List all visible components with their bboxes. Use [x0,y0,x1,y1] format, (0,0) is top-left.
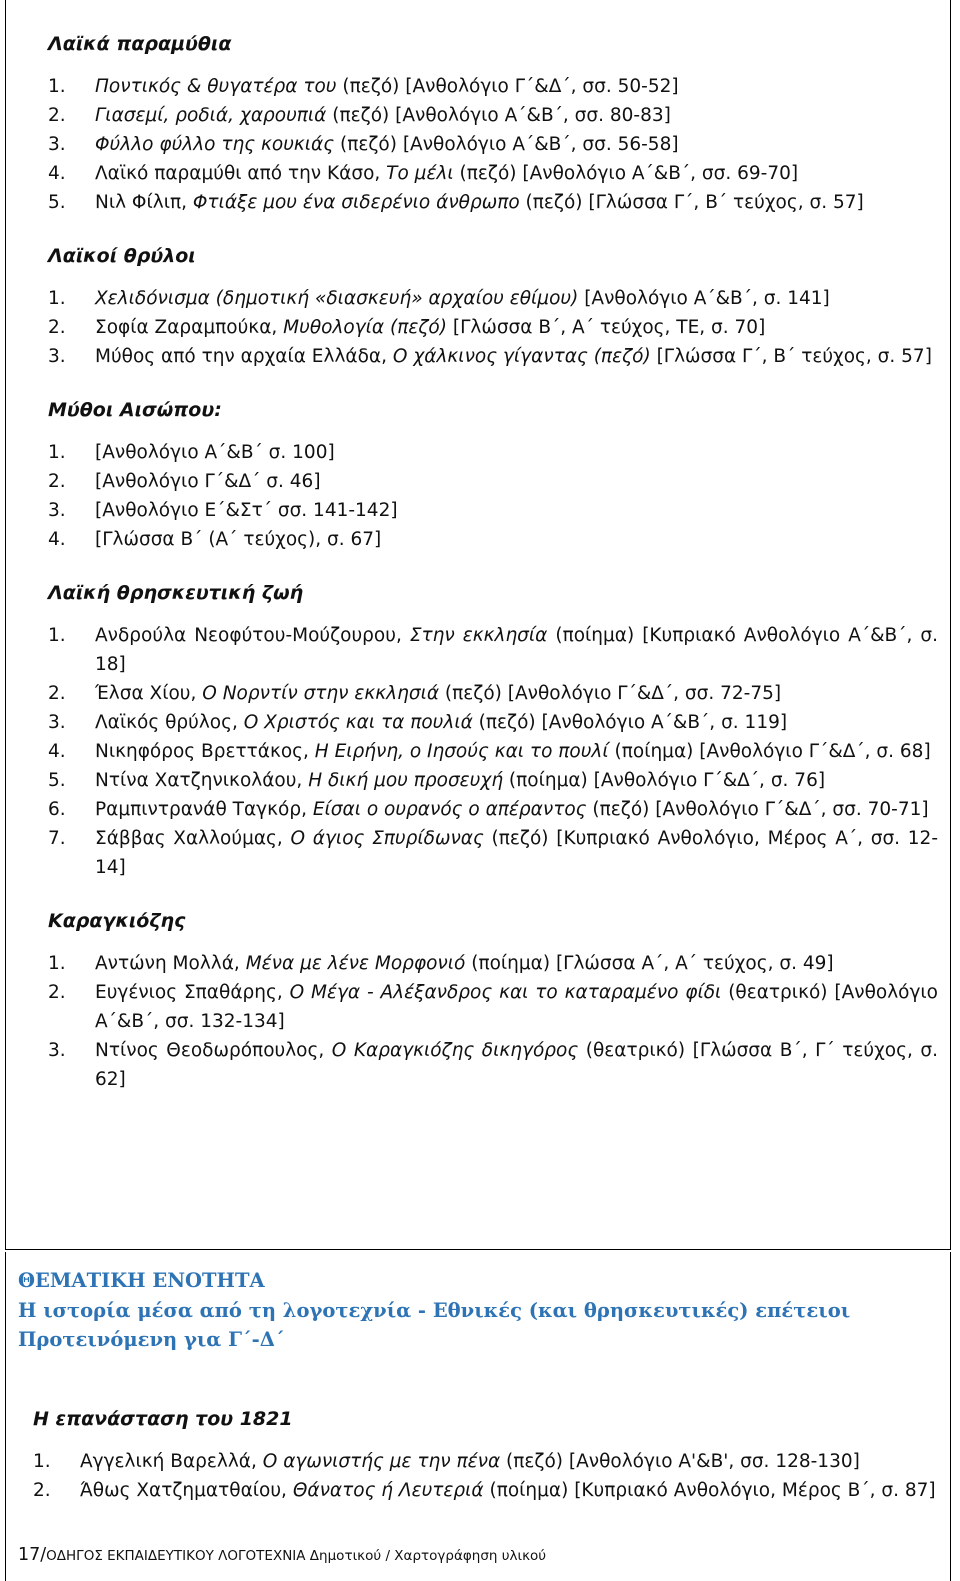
reading-list-top [48,30,938,1119]
item-text: (πεζό) [Γλώσσα Γ΄, Β΄ τεύχος, σ. 57] [519,192,864,213]
list-item [48,766,938,795]
item-text: (θεατρικό) [Γλώσσα Β΄, Γ΄ τεύχος, σ. 62] [95,1040,938,1090]
item-number: 2. [48,471,66,492]
thematic-label: ΘΕΜΑΤΙΚΗ ΕΝΟΤΗΤΑ [18,1269,265,1292]
item-text: (ποίημα) [Ανθολόγιο Γ΄&Δ΄, σ. 68] [608,741,931,762]
item-text: [Γλώσσα Β΄ (Α΄ τεύχος), σ. 67] [95,529,382,550]
page-number: 17/ [18,1545,47,1565]
section-karagiozis [48,907,938,1094]
work-title: Μένα με λένε Μορφονιό [245,953,466,974]
list-item [48,101,938,130]
item-number: 1. [48,625,66,646]
item-text: (ποίημα) [Κυπριακό Ανθολόγιο, Μέρος Β΄, σ. 87] [483,1480,936,1501]
section-heading: Λαϊκοί θρύλοι [48,245,196,267]
item-text: [Ανθολόγιο Γ΄&Δ΄ σ. 46] [95,471,321,492]
list-item [48,159,938,188]
list-item [48,621,938,679]
item-number: 5. [48,770,66,791]
item-number: 1. [48,76,66,97]
work-title: Ο άγιος Σπυρίδωνας [290,828,484,849]
list-item [48,342,938,371]
section-heading: Καραγκιόζης [48,910,186,932]
item-text: Ραμπιντρανάθ Ταγκόρ, [95,799,313,820]
list-item [48,496,938,525]
work-title: Ο αγωνιστής με την πένα [262,1451,501,1472]
item-text: (πεζό) [Ανθολόγιο Γ΄&Δ΄, σσ. 70-71] [586,799,929,820]
list-item [48,313,938,342]
item-text: (πεζό) [Ανθολόγιο Α΄&Β΄, σσ. 56-58] [334,134,679,155]
item-text: Νικηφόρος Βρεττάκος, [95,741,315,762]
item-number: 5. [48,192,66,213]
list-item [48,679,938,708]
list-item [48,795,938,824]
work-title: Γιασεμί, ροδιά, χαρουπιά [95,105,327,126]
list-item [48,188,938,217]
list-item [48,737,938,766]
item-text: (πεζό) [Κυπριακό Ανθολόγιο, Μέρος Α΄, σσ. 12-14] [95,828,938,878]
item-text: Ντίνα Χατζηνικολάου, [95,770,309,791]
list-item [48,1036,938,1094]
work-title: Φύλλο φύλλο της κουκιάς [95,134,335,155]
reading-list-bottom [33,1405,938,1505]
item-text: (ποίημα) [Ανθολόγιο Γ΄&Δ΄, σ. 76] [503,770,826,791]
work-title: Θάνατος ή Λευτεριά [292,1480,484,1501]
work-title: Μυθολογία (πεζό) [283,317,447,338]
item-number: 3. [48,134,66,155]
item-text: Σάββας Χαλλούμας, [95,828,291,849]
section-aesop [48,396,938,554]
list-item [48,525,938,554]
section-folk-legends [48,242,938,371]
section-religious-life [48,579,938,882]
item-text: (πεζό) [Ανθολόγιο Γ΄&Δ΄, σσ. 50-52] [336,76,679,97]
list-item [33,1447,938,1476]
list-item [48,72,938,101]
item-number: 7. [48,828,66,849]
item-list [48,949,938,1094]
section-folk-tales [48,30,938,217]
work-title: Ο Νορντίν στην εκκλησιά [202,683,440,704]
item-number: 2. [33,1480,51,1501]
item-number: 2. [48,105,66,126]
item-number: 4. [48,741,66,762]
work-title: Φτιάξε μου ένα σιδερένιο άνθρωπο [192,192,520,213]
thematic-unit-title [18,1266,850,1355]
item-number: 1. [33,1451,51,1472]
item-list [48,438,938,554]
item-text: Σοφία Ζαραμπούκα, [95,317,284,338]
item-text: Λαϊκός θρύλος, [95,712,244,733]
item-text: (ποίημα) [Γλώσσα Α΄, Α΄ τεύχος, σ. 49] [465,953,834,974]
work-title: Η Ειρήνη, ο Ιησούς και το πουλί [314,741,609,762]
work-title: Η δική μου προσευχή [308,770,504,791]
item-text: (πεζό) [Ανθολόγιο Α΄&Β΄, σ. 119] [472,712,788,733]
item-number: 4. [48,529,66,550]
item-text: (θεατρικό) [Ανθολόγιο Α΄&Β΄, σσ. 132-134] [95,982,939,1032]
item-text: Έλσα Χίου, [95,683,203,704]
work-title: Ο Καραγκιόζης δικηγόρος [331,1040,579,1061]
section-heading: Λαϊκά παραμύθια [48,33,232,55]
list-item [48,130,938,159]
item-list [48,284,938,371]
work-title: Ο χάλκινος γίγαντας (πεζό) [392,346,651,367]
item-list [33,1447,938,1505]
item-text: (πεζό) [Ανθολόγιο Α΄&Β΄, σσ. 80-83] [326,105,671,126]
section-heading: Μύθοι Αισώπου: [48,399,222,421]
list-item [48,949,938,978]
item-text: (πεζό) [Ανθολόγιο Α΄&Β΄, σσ. 69-70] [453,163,799,184]
item-text: Ευγένιος Σπαθάρης, [95,982,290,1003]
work-title: Ο Μέγα - Αλέξανδρος και το καταραμένο φίδι [289,982,722,1003]
item-text: Ντίνος Θεοδωρόπουλος, [95,1040,332,1061]
item-text: Μύθος από την αρχαία Ελλάδα, [95,346,393,367]
section-heading: Η επανάσταση του 1821 [33,1408,293,1430]
item-number: 3. [48,346,66,367]
item-number: 1. [48,442,66,463]
item-text: Λαϊκό παραμύθι από την Κάσο, [95,163,387,184]
item-number: 3. [48,712,66,733]
item-list [48,621,938,882]
item-text: [Ανθολόγιο Ε΄&Στ΄ σσ. 141-142] [95,500,398,521]
item-number: 3. [48,1040,66,1061]
item-text: Άθως Χατζηματθαίου, [80,1480,293,1501]
item-list [48,72,938,217]
item-text: [Ανθολόγιο Α΄&Β΄, σ. 141] [578,288,830,309]
list-item [33,1476,938,1505]
item-number: 2. [48,982,66,1003]
item-number: 1. [48,288,66,309]
item-number: 2. [48,683,66,704]
list-item [48,467,938,496]
item-text: Αγγελική Βαρελλά, [80,1451,263,1472]
list-item [48,708,938,737]
item-number: 3. [48,500,66,521]
list-item [48,978,938,1036]
page-footer [18,1545,546,1566]
work-title: Είσαι ο ουρανός ο απέραντος [312,799,587,820]
item-text: (πεζό) [Ανθολόγιο Α'&Β', σσ. 128-130] [500,1451,860,1472]
item-number: 6. [48,799,66,820]
item-text: [Γλώσσα Γ΄, Β΄ τεύχος, σ. 57] [650,346,932,367]
list-item [48,824,938,882]
item-text: [Γλώσσα Β΄, Α΄ τεύχος, ΤΕ, σ. 70] [446,317,766,338]
footer-text: ΟΔΗΓΟΣ ΕΚΠΑΙΔΕΥΤΙΚΟΥ ΛΟΓΟΤΕΧΝΙΑ Δημοτικού / Χαρτογράφηση υλικού [46,1548,547,1564]
work-title: Το μέλι [386,163,454,184]
thematic-subtitle: Η ιστορία μέσα από τη λογοτεχνία - Εθνικές (και θρησκευτικές) επέτειοι [18,1298,851,1322]
item-number: 2. [48,317,66,338]
item-text: Ανδρούλα Νεοφύτου-Μούζουρου, [95,625,410,646]
item-text: [Ανθολόγιο Α΄&Β΄ σ. 100] [95,442,335,463]
item-text: Αντώνη Μολλά, [95,953,246,974]
item-number: 4. [48,163,66,184]
section-heading: Λαϊκή θρησκευτική ζωή [48,582,304,604]
item-text: (ποίημα) [Κυπριακό Ανθολόγιο Α΄&Β΄, σ. 18] [95,625,938,675]
item-number: 1. [48,953,66,974]
work-title: Χελιδόνισμα (δημοτική «διασκευή» αρχαίου εθίμου) [95,288,579,309]
work-title: Στην εκκλησία [409,625,548,646]
list-item [48,284,938,313]
item-text: (πεζό) [Ανθολόγιο Γ΄&Δ΄, σσ. 72-75] [439,683,782,704]
item-text: Νιλ Φίλιπ, [95,192,193,213]
work-title: Ο Χριστός και τα πουλιά [243,712,473,733]
list-item [48,438,938,467]
thematic-grade: Προτεινόμενη για Γ΄-Δ΄ [18,1328,285,1351]
work-title: Ποντικός & θυγατέρα του [95,76,337,97]
